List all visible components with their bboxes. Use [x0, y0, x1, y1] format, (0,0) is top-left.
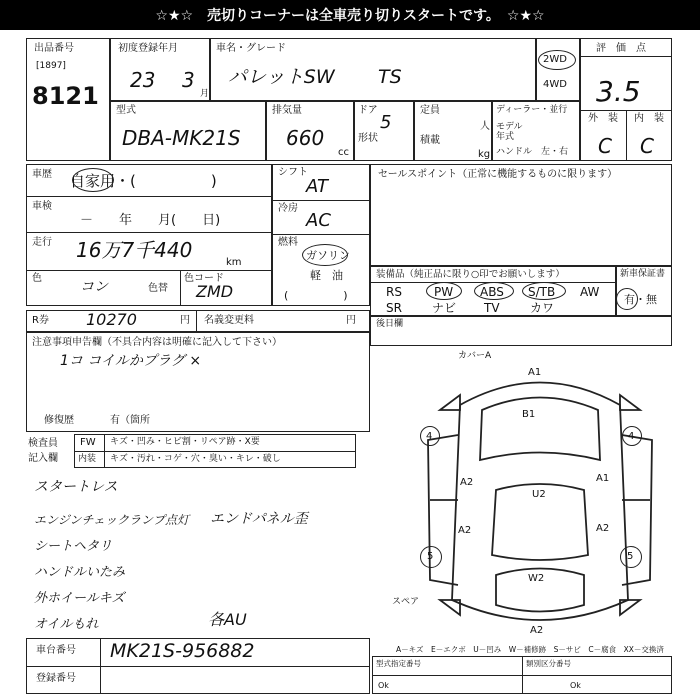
equip-leather: カワ	[530, 301, 555, 315]
diag-a1-right: A1	[596, 473, 610, 484]
note-1: 1コ コイルかプラグ ×	[60, 353, 202, 369]
mark-fl: 4	[426, 431, 433, 442]
handwritten-2: エンジンチェックランプ点灯	[34, 513, 190, 527]
model: DBA-MK21S	[122, 126, 241, 150]
recycle-box	[26, 310, 370, 332]
handwritten-7: オイルもれ	[34, 617, 99, 632]
aftersale-box	[370, 316, 672, 346]
banner: ☆★☆ 売切りコーナーは全車売り切りスタートです。 ☆★☆	[0, 0, 700, 30]
tax-label: 名義変更料	[204, 315, 254, 326]
fw-items: キズ・凹み・ヒビ割・リペア跡・X要	[110, 437, 260, 447]
disp-label: 排気量	[272, 105, 302, 116]
kg-unit: kg	[478, 149, 491, 160]
shift: AT	[306, 176, 328, 197]
door-label: ドア	[358, 105, 378, 116]
in-items: キズ・汚れ・コゲ・穴・臭い・キレ・破し	[110, 454, 281, 464]
eval-label: 評 価 点	[596, 43, 646, 54]
door: 5	[380, 112, 392, 133]
inspect-label: 車検	[32, 201, 52, 212]
reg-month: 3	[182, 68, 195, 92]
cap-label: 定員	[420, 105, 440, 116]
mileage: 16万7千440	[76, 238, 193, 262]
ac-label: 冷房	[278, 203, 298, 214]
equip-rs: RS	[386, 285, 402, 299]
fuel-paren: ( )	[284, 289, 348, 302]
diag-u2: U2	[532, 489, 546, 500]
drive-2wd: 2WD	[543, 54, 567, 65]
diag-a2-bottom: A2	[530, 625, 544, 636]
yen-unit: 円	[180, 315, 190, 326]
sales-label: セールスポイント（正常に機能するものに限ります）	[378, 169, 618, 180]
history-label: 車歴	[32, 169, 52, 180]
handwritten-6: 外ホイールキズ	[34, 591, 125, 606]
inspector-label-1: 検査員	[28, 438, 58, 449]
recycle-value: 10270	[86, 310, 137, 329]
repair-label: 修復歴	[44, 415, 74, 426]
equip-pw: PW	[434, 285, 454, 299]
chassis-label: 車台番号	[36, 645, 76, 656]
color-change: 色替	[148, 283, 168, 294]
lot-small: [1897]	[36, 61, 66, 71]
diag-a2-lowleft: A2	[458, 525, 472, 536]
disp: 660	[286, 126, 325, 150]
legend-codes: A－キズ E－エクボ U－凹み W－補修跡 S－サビ C－腐食 XX－交換済	[396, 645, 664, 654]
spare-label: スペア	[392, 597, 420, 607]
diag-a2-lowright: A2	[596, 523, 610, 534]
cap-unit: 人	[480, 121, 490, 132]
mark-fr: 4	[628, 431, 635, 442]
cover-label: カバーA	[458, 351, 492, 361]
equip-stb: S/TB	[528, 285, 556, 299]
class-label: 類別区分番号	[526, 659, 571, 668]
history-value: 自家用・( )	[70, 172, 217, 190]
drive-4wd: 4WD	[543, 79, 567, 90]
color: コン	[80, 279, 108, 295]
specific-label: 型式指定番号	[376, 659, 421, 668]
diag-a1-top: A1	[528, 367, 542, 378]
lot-label: 出品番号	[34, 43, 74, 54]
color-label: 色	[32, 273, 42, 284]
km-unit: km	[226, 257, 242, 268]
handwritten-3: エンドパネル歪	[210, 511, 308, 527]
dealer-label: ディーラー・並行	[496, 105, 568, 115]
notes-label: 注意事項申告欄（不具合内容は明確に記入して下さい）	[32, 337, 282, 348]
inspect-value: － 年 月( 日)	[80, 213, 221, 228]
handwritten-4: シートヘタリ	[34, 539, 113, 554]
ac: AC	[306, 210, 331, 231]
mileage-label: 走行	[32, 237, 52, 248]
fuel-label: 燃料	[278, 237, 298, 248]
ext-grade: C	[598, 134, 612, 158]
warranty-value: 有・無	[624, 293, 657, 306]
recycle-label: R券	[32, 315, 49, 326]
color-code: ZMD	[196, 282, 234, 301]
equip-aw: AW	[580, 285, 600, 299]
ok-1: Ok	[378, 681, 389, 690]
reg-month-unit: 月	[200, 89, 210, 99]
name-label: 車名・グレード	[216, 43, 286, 54]
fuel-gas: ガソリン	[306, 249, 350, 262]
fuel-light: 軽 油	[310, 269, 343, 282]
shape-label: 形状	[358, 133, 378, 144]
reg-no-label: 登録番号	[36, 673, 76, 684]
car-name: パレットSW	[228, 66, 335, 88]
warranty-label: 新車保証書	[620, 269, 666, 279]
load-label: 積載	[420, 135, 440, 146]
diag-w2: W2	[528, 573, 545, 584]
equip-label: 装備品（純正品に限り○印でお願いします）	[376, 269, 565, 280]
handwritten-1: スタートレス	[34, 479, 118, 495]
ext-label: 外 装	[588, 113, 618, 124]
repair-value: 有（箇所	[110, 415, 150, 426]
chassis-value: MK21S-956882	[110, 640, 255, 662]
model-year-label: モデル年式	[496, 122, 523, 142]
model-label: 型式	[116, 105, 136, 116]
cc-unit: cc	[338, 147, 349, 158]
diag-a2-left: A2	[460, 477, 474, 488]
grade: TS	[378, 66, 402, 88]
equip-abs: ABS	[480, 285, 504, 299]
shift-label: シフト	[278, 167, 308, 178]
handle-label: ハンドル 左・右	[496, 147, 569, 157]
eval-score: 3.5	[596, 75, 641, 108]
color-code-label: 色コード	[184, 273, 224, 284]
equip-tv: TV	[484, 301, 500, 315]
lot-number: 8121	[32, 82, 99, 110]
inspector-label-2: 記入欄	[28, 453, 58, 464]
equip-navi: ナビ	[432, 301, 457, 315]
reg-year: 23	[130, 68, 156, 92]
reg-label: 初度登録年月	[118, 43, 178, 54]
mark-rr: 5	[627, 551, 634, 562]
int-label: 内 装	[634, 113, 664, 124]
int-grade: C	[640, 134, 654, 158]
in-label: 内装	[78, 454, 97, 464]
ok-2: Ok	[570, 681, 581, 690]
yen-unit-2: 円	[346, 315, 356, 326]
aftersale-label: 後日欄	[376, 319, 404, 329]
handwritten-5: ハンドルいたみ	[34, 565, 126, 580]
equip-sr: SR	[386, 301, 402, 315]
fw-label: FW	[80, 437, 96, 448]
handwritten-8: 各AU	[208, 610, 247, 629]
diag-b1: B1	[522, 409, 536, 420]
mark-rl: 5	[427, 551, 434, 562]
